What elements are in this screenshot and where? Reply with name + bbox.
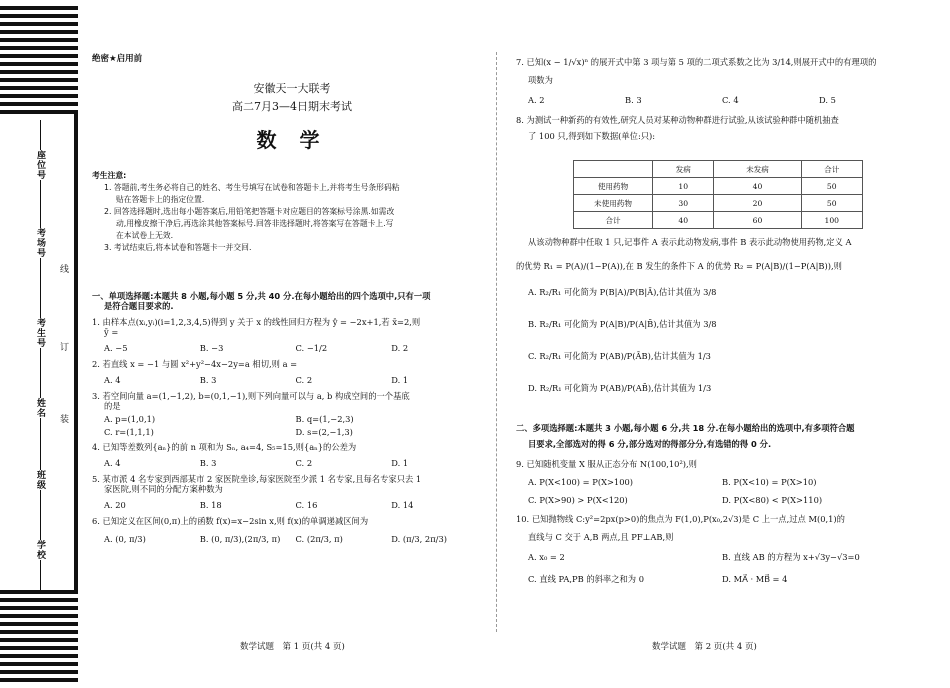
option: A. (0, π/3) <box>104 534 146 545</box>
question-text: 的优势 R₁ = P(A)/(1−P(A)),在 B 发生的条件下 A 的优势 R₂ = P(A|B)/(1−P(A|B)),则 <box>516 260 842 271</box>
option: D. (π/3, 2π/3) <box>391 534 447 545</box>
option: C. P(X>90) > P(X<120) <box>528 494 628 505</box>
option: A. 2 <box>528 94 545 105</box>
cut-mark-line: 线 <box>60 265 70 275</box>
question-3 <box>92 392 487 438</box>
question-stem: 3. 若空间向量 a=(1,−1,2), b=(0,1,−1),则下列向量可以与 a, b 构成空间的一个基底 <box>92 390 410 401</box>
question-stem: 6. 已知定义在区间(0,π)上的函数 f(x)=x−2sin x,则 f(x)的单调递减区间为 <box>92 516 369 527</box>
secret-label: 绝密★启用前 <box>92 54 143 64</box>
label-school: 学校 <box>35 540 45 560</box>
question-6 <box>92 517 487 545</box>
question-text: 从该动物种群中任取 1 只,记事件 A 表示此动物发病,事件 B 表示此动物使用药物,定义 A <box>528 237 852 247</box>
question-stem: 4. 已知等差数列{aₙ}的前 n 项和为 Sₙ, a₄=4, S₅=15,则{aₙ}的公差为 <box>92 442 357 453</box>
option: B. P(X<10) = P(X>10) <box>722 476 817 487</box>
label-class: 班级 <box>35 470 45 490</box>
question-stem: 9. 已知随机变量 X 服从正态分布 N(100,10²),则 <box>516 458 697 469</box>
right-questions <box>516 58 916 142</box>
option: B. 直线 AB 的方程为 x+√3y−√3=0 <box>722 552 860 563</box>
option: D. 14 <box>391 500 414 511</box>
label-candidate-no: 考生号 <box>35 318 45 348</box>
footer-left: 数学试题 第 1 页(共 4 页) <box>240 642 345 652</box>
option: D. 1 <box>391 374 409 385</box>
option: C. r=(1,1,1) <box>104 426 154 437</box>
table-cell: 未发病 <box>714 161 801 178</box>
notice-item: 动,用橡皮擦干净后,再选涂其他答案标号.回答非选择题时,将答案写在答题卡上.写 <box>116 219 394 229</box>
section2-title: 二、多项选择题:本题共 3 小题,每小题 6 分,共 18 分.在每小题给出的选项中,有多项符合题 <box>516 422 855 433</box>
question-stem: 项数为 <box>528 74 553 85</box>
notice-item: 1. 答题前,考生务必将自己的姓名、考生号填写在试卷和答题卡上,并将考生号条形码粘 <box>104 183 400 193</box>
option: A. 20 <box>104 500 126 511</box>
table-cell: 40 <box>653 212 714 229</box>
question-stem: 7. 已知(x − 1/√x)ⁿ 的展开式中第 3 项与第 5 项的二项式系数之比为 3/14,则展开式中的有理项的 <box>516 57 877 67</box>
table-cell: 发病 <box>653 161 714 178</box>
table-cell: 50 <box>801 178 862 195</box>
question-stem: 5. 某市派 4 名专家到西部某市 2 家医院坐诊,每家医院至少派 1 名专家,且每名专家只去 1 <box>92 474 422 485</box>
notice-item: 在本试卷上无效. <box>116 231 174 241</box>
question-stem: 8. 为测试一种新药的有效性,研究人员对某种动物种群进行试验,从该试验种群中随机抽查 <box>516 114 839 125</box>
option: C. 16 <box>295 500 318 511</box>
options <box>516 478 916 488</box>
option: D. R₂/R₁ 可化简为 P(AB)/P(AB̄),估计其值为 1/3 <box>528 382 712 393</box>
option: A. 4 <box>104 374 121 385</box>
question-stem: 了 100 只,得到如下数据(单位:只): <box>528 130 656 141</box>
options <box>92 459 487 469</box>
question-7 <box>516 58 916 106</box>
question-10 <box>516 515 916 585</box>
table-cell: 100 <box>801 212 862 229</box>
option: D. 1 <box>391 458 409 469</box>
options <box>92 415 487 425</box>
org-title: 安徽天一大联考 <box>253 82 331 95</box>
option: A. 4 <box>104 458 121 469</box>
option: B. −3 <box>199 342 224 353</box>
notice-title: 考生注意: <box>92 171 127 180</box>
question-4 <box>92 443 487 469</box>
question-9 <box>516 460 916 506</box>
options <box>92 376 487 386</box>
option: C. (2π/3, π) <box>295 534 343 545</box>
options <box>92 501 487 511</box>
question-stem: ȳ = <box>104 326 119 337</box>
option: B. 18 <box>199 500 222 511</box>
option: A. P(X<100) = P(X>100) <box>528 476 633 487</box>
table-cell: 50 <box>801 195 862 212</box>
option: C. R₂/R₁ 可化简为 P(AB)/P(ĀB),估计其值为 1/3 <box>528 350 711 361</box>
options <box>516 496 916 506</box>
table-cell: 30 <box>653 195 714 212</box>
table-cell: 使用药物 <box>574 178 653 195</box>
option: D. MA⃗ · MB⃗ = 4 <box>722 574 788 585</box>
options <box>516 96 916 106</box>
table-cell: 40 <box>714 178 801 195</box>
label-room: 考场号 <box>35 228 45 258</box>
option: B. 3 <box>199 458 217 469</box>
question-stem: 2. 若直线 x = −1 与圆 x²+y²−4x−2y=a 相切,则 a = <box>92 358 298 369</box>
table-cell: 10 <box>653 178 714 195</box>
table-row <box>574 212 863 229</box>
options <box>516 575 916 585</box>
option: B. R₂/R₁ 可化简为 P(A|B)/P(A|B̄),估计其值为 3/8 <box>528 318 717 329</box>
option: B. q=(1,−2,3) <box>295 413 354 424</box>
data-table <box>573 160 863 229</box>
page-divider <box>496 52 497 632</box>
right-questions-cont <box>516 238 916 585</box>
section1-title: 一、单项选择题:本题共 8 小题,每小题 5 分,共 40 分.在每小题给出的四个选项中,只有一项 <box>92 291 431 301</box>
options <box>92 344 487 354</box>
table-cell: 60 <box>714 212 801 229</box>
exam-title: 高二7月3—4日期末考试 <box>232 100 352 113</box>
table-cell: 合计 <box>574 212 653 229</box>
option: A. −5 <box>104 342 128 353</box>
option: C. 2 <box>295 458 313 469</box>
footer-right: 数学试题 第 2 页(共 4 页) <box>652 642 757 652</box>
question-2 <box>92 360 487 386</box>
option: C. 4 <box>722 94 739 105</box>
option: B. 3 <box>199 374 217 385</box>
options <box>92 535 487 545</box>
subject-title: 数 学 <box>256 128 328 152</box>
label-name: 姓名 <box>35 398 45 418</box>
table-cell <box>574 161 653 178</box>
option: B. (0, π/3),(2π/3, π) <box>199 534 281 545</box>
question-stem: 的是 <box>104 400 121 411</box>
option: C. 2 <box>295 374 313 385</box>
table-cell: 未使用药物 <box>574 195 653 212</box>
section1-title-cont: 是符合题目要求的. <box>104 300 174 311</box>
question-1 <box>92 318 487 354</box>
cut-mark-install: 装 <box>60 415 70 425</box>
option: D. 5 <box>819 94 836 105</box>
question-8 <box>516 116 916 142</box>
table-row <box>574 195 863 212</box>
option: A. x₀ = 2 <box>528 552 565 563</box>
table-cell: 合计 <box>801 161 862 178</box>
cut-mark-bind: 订 <box>60 343 70 353</box>
notice-block <box>92 170 492 255</box>
left-questions <box>92 292 487 545</box>
option: A. R₂/R₁ 可化简为 P(B|A)/P(B|Ā),估计其值为 3/8 <box>528 286 717 297</box>
option: D. s=(2,−1,3) <box>295 426 353 437</box>
notice-item: 3. 考试结束后,将本试卷和答题卡一并交回. <box>104 243 252 253</box>
question-stem: 1. 由样本点(xᵢ,yᵢ)(i=1,2,3,4,5)得到 y 关于 x 的线性回归方程为 ŷ = −2x+1,若 x̄=2,则 <box>92 316 421 327</box>
notice-item: 2. 回答选择题时,选出每小题答案后,用铅笔把答题卡对应题目的答案标号涂黑.如需改 <box>104 207 395 217</box>
question-stem: 10. 已知抛物线 C:y²=2px(p>0)的焦点为 F(1,0),P(x₀,2√3)是 C 上一点,过点 M(0,1)的 <box>516 514 845 525</box>
table-header-row <box>574 161 863 178</box>
table-cell: 20 <box>714 195 801 212</box>
section2-title-cont: 目要求,全部选对的得 6 分,部分选对的得部分分,有选错的得 0 分. <box>528 438 772 449</box>
option: D. 2 <box>391 342 409 353</box>
option: C. −1/2 <box>295 342 328 353</box>
binding-line <box>40 120 41 590</box>
notice-item: 贴在答题卡上的指定位置. <box>116 195 205 205</box>
question-stem: 直线与 C 交于 A,B 两点,且 PF⊥AB,则 <box>528 532 674 543</box>
option: D. P(X<80) < P(X>110) <box>722 494 823 505</box>
table-row <box>574 178 863 195</box>
option: A. p=(1,0,1) <box>104 413 156 424</box>
question-5 <box>92 475 487 511</box>
label-seat: 座位号 <box>35 150 45 180</box>
option: C. 直线 PA,PB 的斜率之和为 0 <box>528 574 645 585</box>
options <box>92 428 487 438</box>
options <box>516 553 916 563</box>
question-stem: 家医院,则不同的分配方案种数为 <box>104 484 223 495</box>
option: B. 3 <box>625 94 642 105</box>
